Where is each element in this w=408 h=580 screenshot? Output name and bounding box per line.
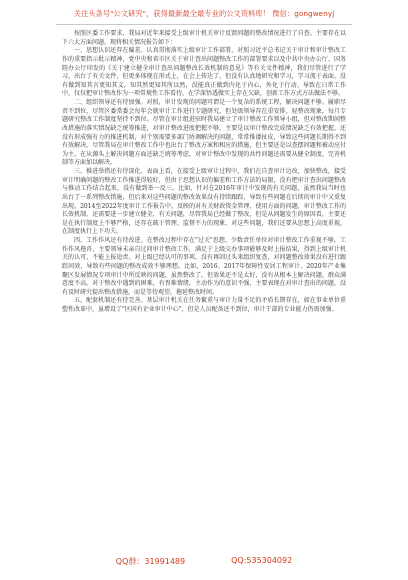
header-banner: 关注头条号"公文研究"，获得最新最全最专业的公文资料库！ 微信：gongwenyj [73, 9, 335, 18]
paragraph-4: 四、工作作风还有待改进。在整改过程中存在"过关"思想，少数责任单位对审计整改工作重视不够，工作作风拖沓，主要领导未亲自过问审计整改工作，满足于上级交办事项能够及时上报结果，得到上级审计机关的认可，不能上报追责。对上级已经认可的事项，没有再回过头来组织复查，对问题整改效果没有进行跟踪问效，导致有些问题的整改成效不够理想。比如，2016、2017年保障性安居工程审计、2020年产业集聚区发展情况专项审计中所反映的问题，虽然整改了，但效果还不是太好，没有从根本上解决问题，群众满意度不高。对于整改中遇到的困难，有畏难情绪，主动作为的意识不强，主要表现在对审计查出的问题，没有及时研究提出整改措施，而是等待观望，拖延整改时间。 [62, 237, 346, 296]
paragraph-5: 五、配套机制还有待完善。基层审计机关在任务繁重与审计力量不足的矛盾长期存在，如在事业单位重塑性改革中，虽增设了"区国有企业审计中心"，但是人员配备还不到位，审计干部的专业能力仍需加强。 [62, 297, 346, 313]
paragraph-intro: 按照区委工作要求，我局对近年来接受上级审计机关审计反馈问题的整改情况进行了自查。主要存在以下六大方面问题。现将相关情况报告如下： [62, 30, 346, 46]
footer-qq-group: QQ群：31991489 [115, 557, 186, 566]
paragraph-2: 二、组织领导还有待加强。对照，审计发现的问题可谓是一个复杂的系统工程，解决问题不够。履职尽责不到位，尽管区委常委会每年会就审计工作进行专题研究，但处级领导存在重安排、轻整改现象，每月专题研究整改工作制度坚持不到位。尽管在审计组进驻时我局建立了审计整改工作领导小组，但对整改期间整改措施的落实情况缺乏统筹推进，对审计整改进度把握不够，主要是以审计整改完成情况缺乏有效把握，还没有形成强有力的推进机制，对个别需要多部门协调解决的问题，常常推诿扯皮，导致这些问题长期得不到有效解决。尽管我局在审计整改工作中也出台了整改方案和相应的措施，但主要还是以查摆问题和被动应付为主，在从源头上解决问题方面还缺乏统筹考虑，对审计整改中发现的共性问题还需要从健全制度、完善机制等方面加以解决。 [62, 99, 346, 167]
footer-qq-contact: QQ:535304092 [231, 556, 293, 565]
document-body [62, 30, 346, 315]
footer [0, 556, 408, 570]
paragraph-1: 一、思想认识还存在偏差。认真贯彻落实上级审计工作部署，对照习近平总书记关于审计和审计整改工作的重要指示批示精神，党中央和省市区关于审计查出问题整改工作的部署要求以及中共中央办公厅、国务院办公厅印发的《关于建立健全审计查出问题整改长效机制的意见》等有关文件精神，我们尽管进行了学习，出台了有关文件，但更多体现在形式上，在会上传达了，但没有认真地研究和学习，学习流于表面，没有做到知其言更知其义，知其然更知其所以然，没能真正做到内化于内心，外化于行动。导致在日常工作中，仅仅把审计整改作为一项常规性工作看待，在学深悟透做实上存在欠缺，创新工作方式方法做法不够。 [62, 47, 346, 98]
header-divider [56, 24, 352, 25]
paragraph-3: 三、推进举措还有待深化。表面上看，在接受上级审计过程中，我们在自查审计边改，加快整改，接受审计明确问题的整改工作推进得较好，但由于思想认识的偏差和工作方法的局限，没有把审计查出问题整改与推动工作结合起来，没有做到举一反三。比如，针对在2016年审计中发现的有关问题，虽然我局当时也出台了一系列整改措施，但后来对这些问题的整改效果没有持续跟踪，导致有些问题在后续的审计中又重复出现。2014至2022年度审计工作报告中，反映的对有关财政资金管理、使用方面的问题，审计整改工作的长效机制，还需要进一步建立健全，有关问题，尽管我局已经做了整改，但是从问题发生的原因看，主要还是在执行制度上不够严格，还存在疏于管理、监督不力的现象，对这些问题，我们还要从思想上高度重视，在制度执行上下功夫。 [62, 168, 346, 236]
